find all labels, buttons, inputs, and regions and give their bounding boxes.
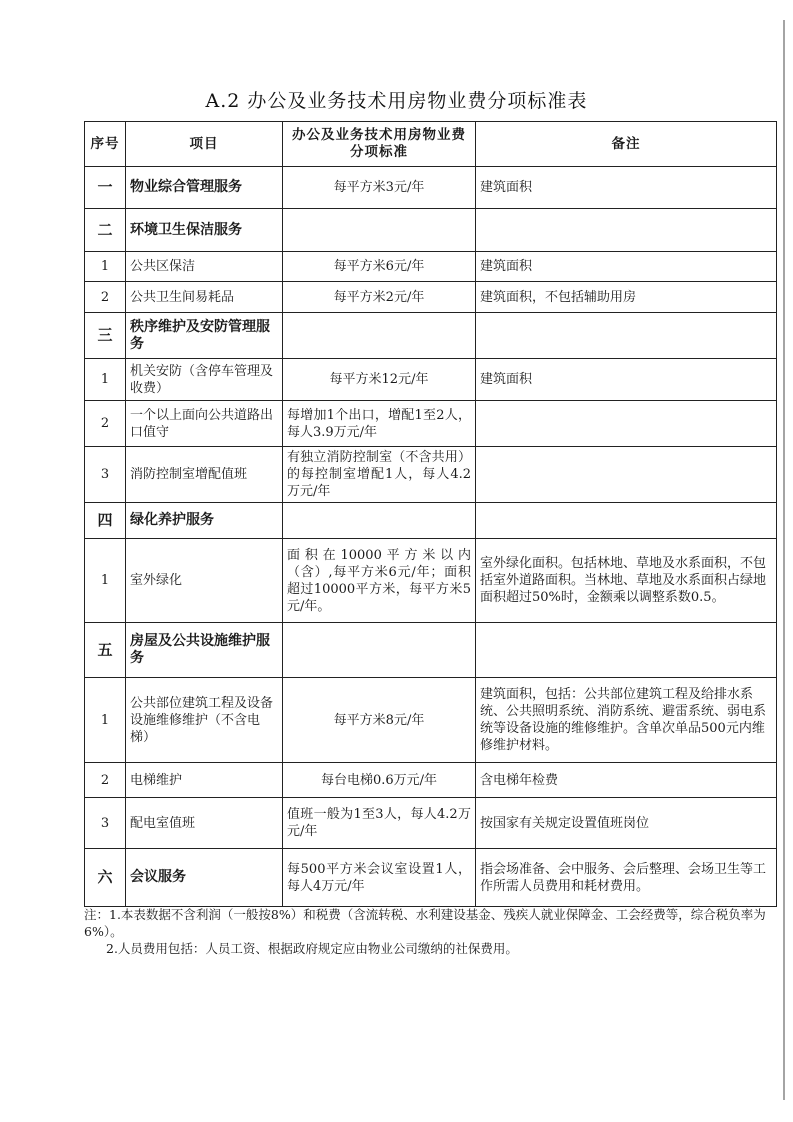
row-standard xyxy=(283,503,476,539)
row-no: 1 xyxy=(85,678,126,763)
row-item: 公共部位建筑工程及设备设施维修维护（不含电梯） xyxy=(126,678,283,763)
row-item: 房屋及公共设施维护服务 xyxy=(126,623,283,678)
row-remark xyxy=(476,503,777,539)
row-item: 消防控制室增配值班 xyxy=(126,447,283,503)
header-no: 序号 xyxy=(85,122,126,167)
row-item: 一个以上面向公共道路出口值守 xyxy=(126,401,283,447)
table-row xyxy=(85,503,777,539)
row-item: 配电室值班 xyxy=(126,798,283,849)
note-2: 2.人员费用包括：人员工资、根据政府规定应由物业公司缴纳的社保费用。 xyxy=(106,941,518,956)
row-no: 五 xyxy=(85,623,126,678)
row-no: 三 xyxy=(85,313,126,359)
row-no: 2 xyxy=(85,401,126,447)
row-no: 四 xyxy=(85,503,126,539)
table-row xyxy=(85,313,777,359)
row-no: 1 xyxy=(85,539,126,623)
row-standard: 有独立消防控制室（不含共用）的每控制室增配1人，每人4.2万元/年 xyxy=(283,447,476,503)
row-no: 1 xyxy=(85,359,126,401)
row-no: 2 xyxy=(85,282,126,313)
table-row xyxy=(85,849,777,907)
table-notes xyxy=(84,906,784,957)
row-no: 2 xyxy=(85,763,126,798)
row-item: 公共卫生间易耗品 xyxy=(126,282,283,313)
row-item: 绿化养护服务 xyxy=(126,503,283,539)
row-no: 二 xyxy=(85,209,126,252)
row-standard: 每500平方米会议室设置1人，每人4万元/年 xyxy=(283,849,476,907)
row-no: 六 xyxy=(85,849,126,907)
table-row xyxy=(85,167,777,209)
table-row xyxy=(85,678,777,763)
row-standard: 每平方米2元/年 xyxy=(283,282,476,313)
row-remark xyxy=(476,623,777,678)
row-remark xyxy=(476,209,777,252)
row-standard xyxy=(283,313,476,359)
table-title: A.2 办公及业务技术用房物业费分项标准表 xyxy=(205,90,588,112)
header-row xyxy=(85,122,777,167)
row-item: 秩序维护及安防管理服务 xyxy=(126,313,283,359)
row-standard: 面积在10000平方米以内（含）,每平方米6元/年；面积超过10000平方米，每平方米5元/年。 xyxy=(283,539,476,623)
scan-edge-line xyxy=(783,20,785,1100)
row-remark: 建筑面积 xyxy=(476,252,777,282)
table-row xyxy=(85,252,777,282)
header-standard: 办公及业务技术用房物业费分项标准 xyxy=(283,122,476,167)
row-standard xyxy=(283,209,476,252)
row-item: 环境卫生保洁服务 xyxy=(126,209,283,252)
row-no: 3 xyxy=(85,447,126,503)
row-remark: 建筑面积 xyxy=(476,167,777,209)
row-remark xyxy=(476,313,777,359)
row-standard: 每台电梯0.6万元/年 xyxy=(283,763,476,798)
row-item: 室外绿化 xyxy=(126,539,283,623)
header-remark: 备注 xyxy=(476,122,777,167)
table-row xyxy=(85,763,777,798)
row-remark: 按国家有关规定设置值班岗位 xyxy=(476,798,777,849)
row-remark: 指会场准备、会中服务、会后整理、会场卫生等工作所需人员费用和耗材费用。 xyxy=(476,849,777,907)
row-remark: 建筑面积，包括：公共部位建筑工程及给排水系统、公共照明系统、消防系统、避雷系统、弱电系统等设备设施的维修维护。含单次单品500元内维修维护材料。 xyxy=(476,678,777,763)
table-row xyxy=(85,539,777,623)
row-standard xyxy=(283,623,476,678)
row-remark: 含电梯年检费 xyxy=(476,763,777,798)
row-item: 物业综合管理服务 xyxy=(126,167,283,209)
header-item: 项目 xyxy=(126,122,283,167)
row-remark xyxy=(476,401,777,447)
row-item: 机关安防（含停车管理及收费） xyxy=(126,359,283,401)
row-remark: 室外绿化面积。包括林地、草地及水系面积，不包括室外道路面积。当林地、草地及水系面积占绿地面积超过50%时，金额乘以调整系数0.5。 xyxy=(476,539,777,623)
row-remark: 建筑面积 xyxy=(476,359,777,401)
table-row xyxy=(85,359,777,401)
row-standard: 每平方米3元/年 xyxy=(283,167,476,209)
table-row xyxy=(85,401,777,447)
table-row xyxy=(85,447,777,503)
row-no: 3 xyxy=(85,798,126,849)
row-standard: 每平方米8元/年 xyxy=(283,678,476,763)
row-item: 公共区保洁 xyxy=(126,252,283,282)
table-row xyxy=(85,623,777,678)
row-item: 电梯维护 xyxy=(126,763,283,798)
note-1: 注：1.本表数据不含利润（一般按8%）和税费（含流转税、水利建设基金、残疾人就业保障金、工会经费等，综合税负率为6%）。 xyxy=(84,907,766,939)
row-item: 会议服务 xyxy=(126,849,283,907)
row-standard: 每平方米6元/年 xyxy=(283,252,476,282)
row-remark: 建筑面积，不包括辅助用房 xyxy=(476,282,777,313)
row-standard: 值班一般为1至3人，每人4.2万元/年 xyxy=(283,798,476,849)
row-no: 1 xyxy=(85,252,126,282)
row-no: 一 xyxy=(85,167,126,209)
table-row xyxy=(85,209,777,252)
table-row xyxy=(85,282,777,313)
table-row xyxy=(85,798,777,849)
row-standard: 每平方米12元/年 xyxy=(283,359,476,401)
row-standard: 每增加1个出口，增配1至2人，每人3.9万元/年 xyxy=(283,401,476,447)
row-remark xyxy=(476,447,777,503)
fee-standard-table xyxy=(84,121,777,907)
